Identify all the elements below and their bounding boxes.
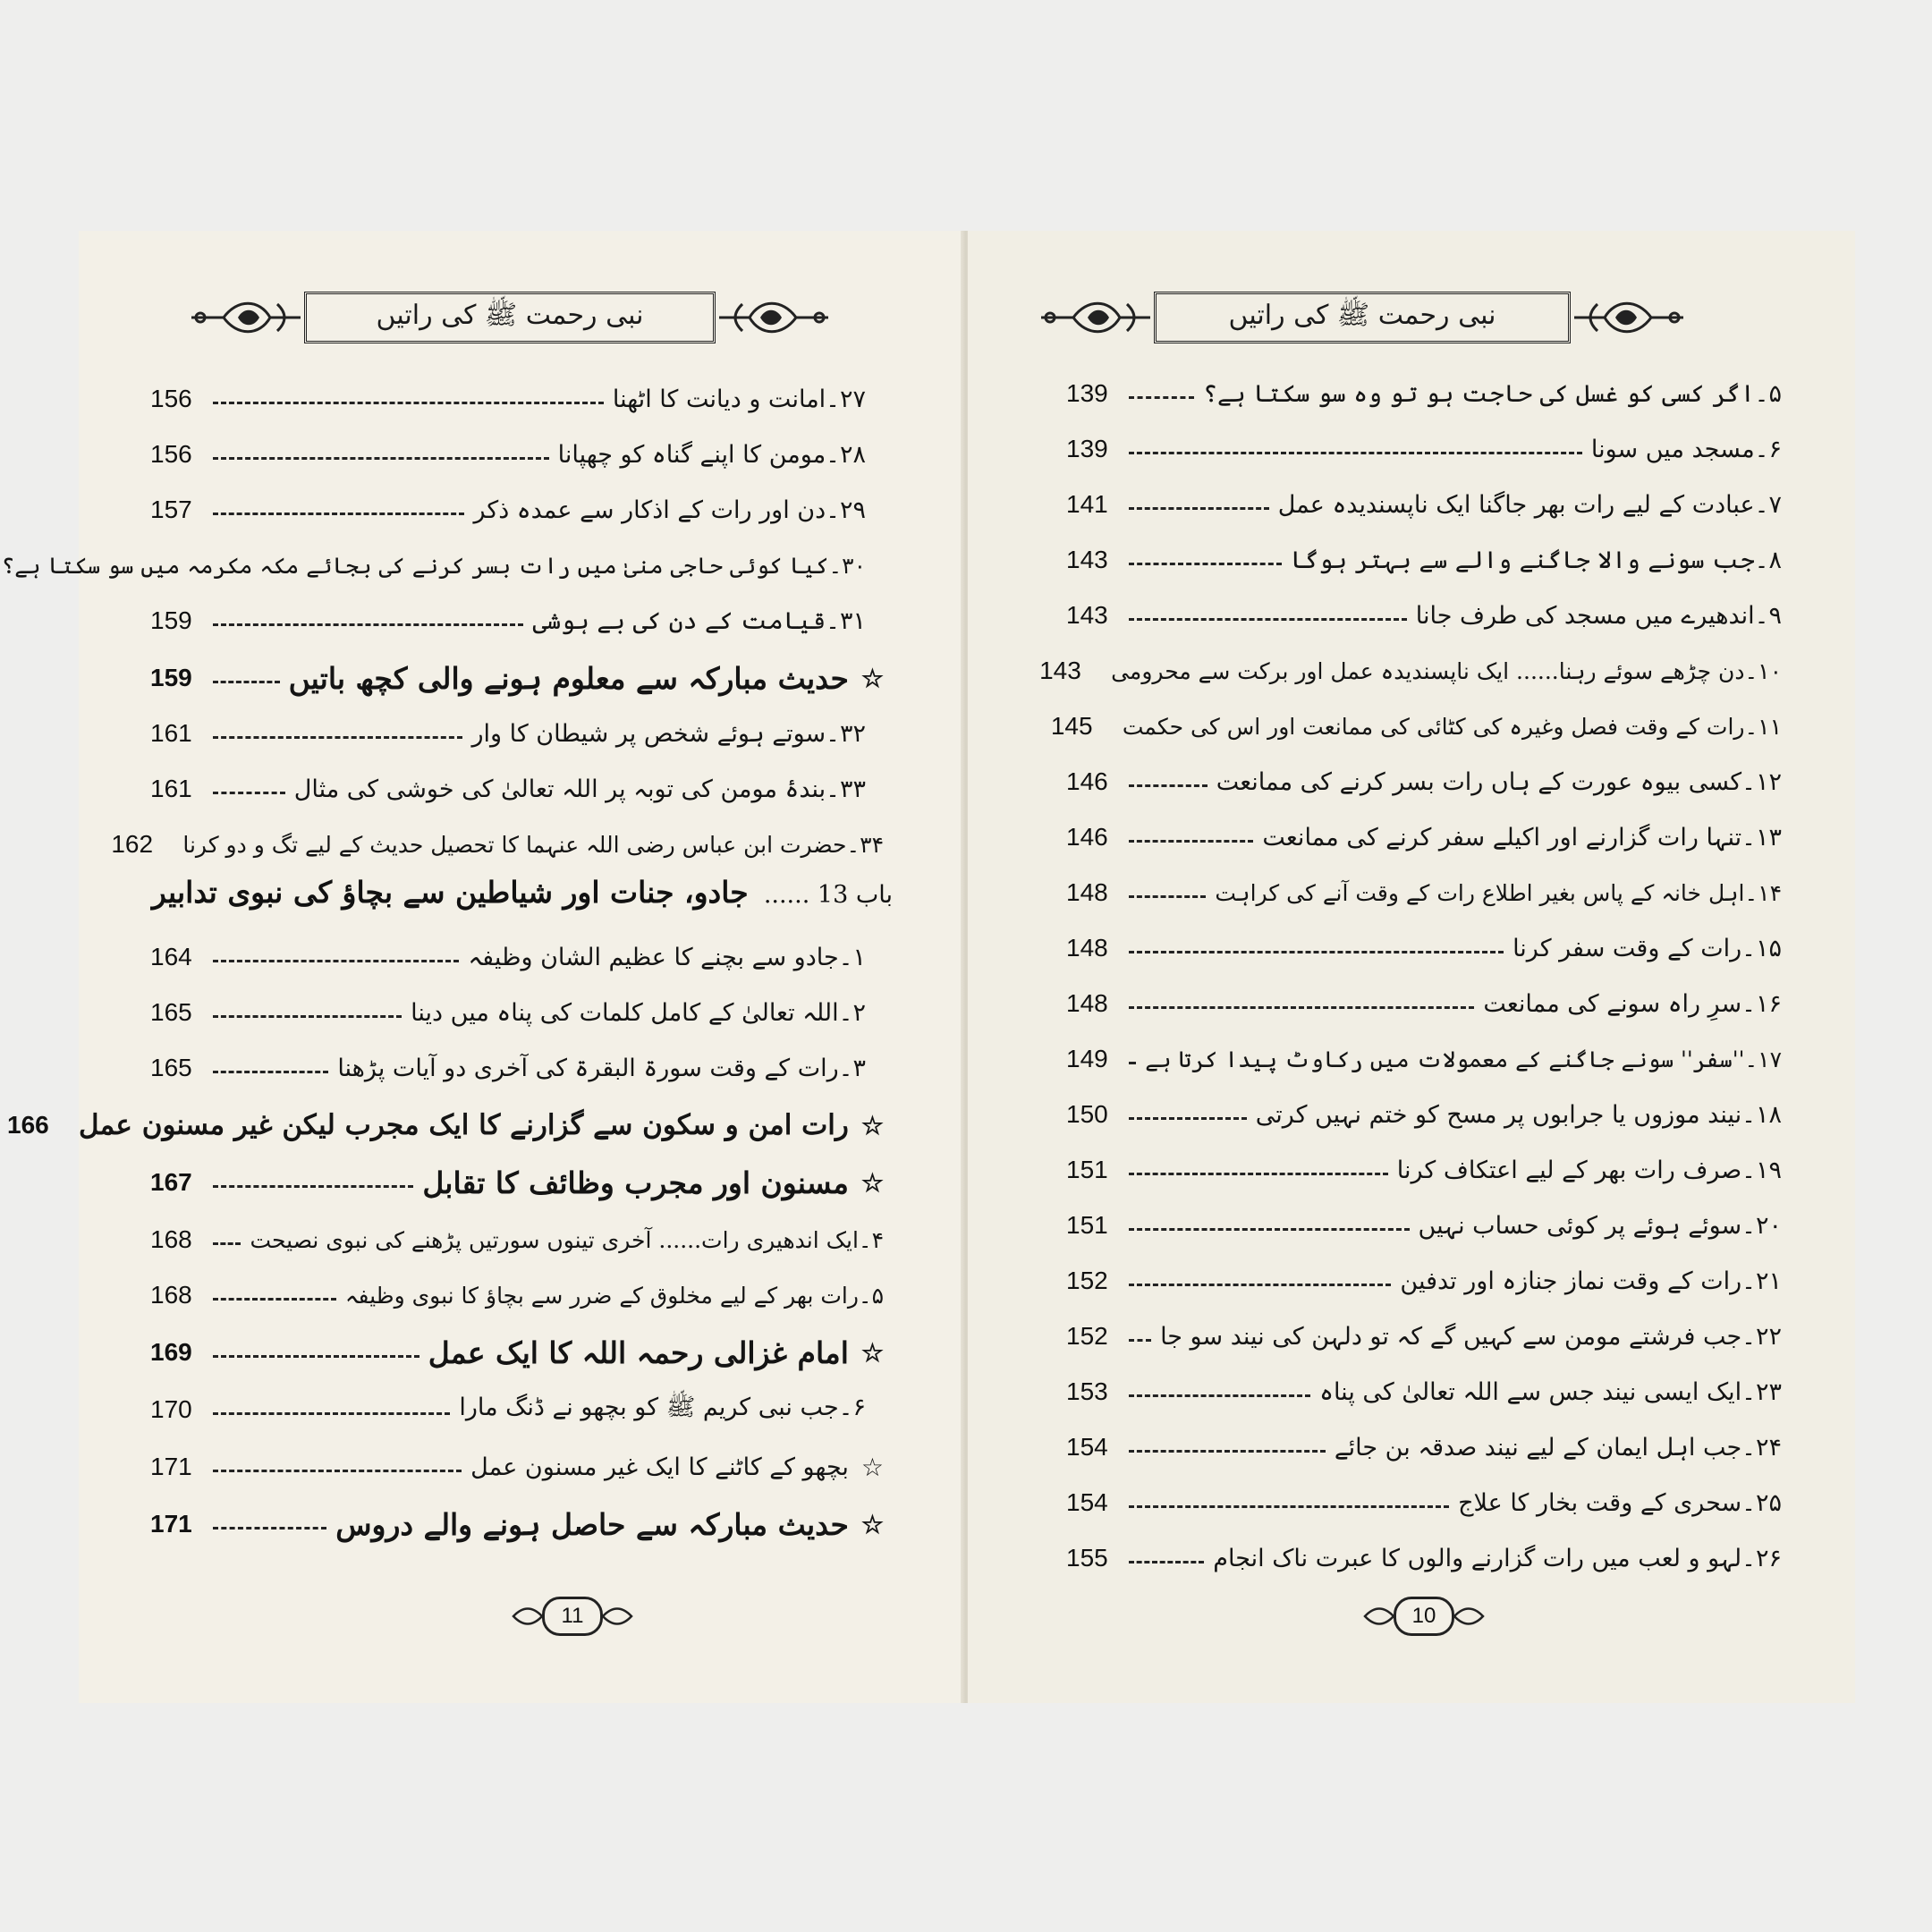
toc-entry-highlight: ☆ حدیث مبارکہ سے حاصل ہونے والے دروس 171: [150, 1506, 884, 1542]
page-number-left: [510, 1594, 635, 1639]
toc-entry: ۳۱۔قیامت کے دن کی بے ہوشی 159: [150, 606, 866, 635]
toc-entry: ۱۴۔اہل خانہ کے پاس بغیر اطلاع رات کے وقت آنے کی کراہت 148: [1066, 878, 1782, 906]
right-ornament-icon: [716, 292, 832, 343]
star-icon: ☆: [860, 1167, 884, 1198]
toc-entry: ۱۹۔صرف رات بھر کے لیے اعتکاف کرنا 151: [1066, 1156, 1782, 1184]
star-icon: ☆: [860, 1452, 884, 1482]
star-icon: ☆: [860, 1337, 884, 1368]
toc-entry: ۲۲۔جب فرشتے مومن سے کہیں گے کہ تو دلہن کی نیند سو جا 152: [1066, 1322, 1782, 1351]
toc-entry-highlight: ☆ مسنون اور مجرب وظائف کا تقابل 167: [150, 1165, 884, 1200]
toc-entry: ۴۔ایک اندھیری رات...... آخری تینوں سورتیں پڑھنے کی نبوی نصیحت 168: [150, 1225, 884, 1253]
toc-entry: ۱۶۔سرِ راہ سونے کی ممانعت 148: [1066, 989, 1782, 1018]
toc-entry: ۷۔عبادت کے لیے رات بھر جاگنا ایک ناپسندیدہ عمل 141: [1066, 490, 1782, 519]
toc-entry: ۵۔اگر کسی کو غسل کی حاجت ہو تو وہ سو سکتا ہے؟ 139: [1066, 379, 1782, 408]
star-icon: ☆: [860, 663, 884, 693]
left-ornament-icon: [188, 292, 304, 343]
toc-entry: ۲۵۔سحری کے وقت بخار کا علاج 154: [1066, 1488, 1782, 1517]
toc-entry: ۲۷۔امانت و دیانت کا اٹھنا 156: [150, 385, 866, 413]
toc-entry: ۹۔اندھیرے میں مسجد کی طرف جانا 143: [1066, 601, 1782, 630]
left-ornament-icon: [1038, 292, 1154, 343]
toc-entry: ۲۴۔جب اہل ایمان کے لیے نیند صدقہ بن جائے 154: [1066, 1433, 1782, 1462]
right-page: [968, 231, 1855, 1703]
chapter-number: باب 13 ......: [763, 881, 893, 909]
page-number-text: 11: [542, 1597, 603, 1636]
right-header-title: نبی رحمت ﷺ کی راتیں: [1154, 292, 1571, 343]
left-page: [1, 231, 964, 1703]
toc-entry: ۲۰۔سوئے ہوئے پر کوئی حساب نہیں 151: [1066, 1211, 1782, 1240]
left-header-title: نبی رحمت ﷺ کی راتیں: [304, 292, 716, 343]
star-icon: ☆: [860, 1110, 884, 1140]
page-number-ornament-icon: [510, 1594, 635, 1639]
right-ornament-icon: [1571, 292, 1687, 343]
star-icon: ☆: [860, 1509, 884, 1539]
toc-entry: ۸۔جب سونے والا جاگنے والے سے بہتر ہوگا 143: [1066, 546, 1782, 574]
toc-entry-highlight: ☆ بچھو کے کاٹنے کا ایک غیر مسنون عمل 171: [150, 1452, 884, 1482]
toc-entry: ۲۱۔رات کے وقت نماز جنازہ اور تدفین 152: [1066, 1267, 1782, 1295]
toc-entry: ۳۳۔بندۂ مومن کی توبہ پر اللہ تعالیٰ کی خوشی کی مثال 161: [150, 775, 866, 803]
toc-entry: ۲۳۔ایک ایسی نیند جس سے اللہ تعالیٰ کی پناہ 153: [1066, 1377, 1782, 1406]
toc-entry: ۲۸۔مومن کا اپنے گناہ کو چھپانا 156: [150, 440, 866, 469]
toc-entry: ۱۔جادو سے بچنے کا عظیم الشان وظیفہ 164: [150, 943, 866, 971]
toc-entry: ۲۹۔دن اور رات کے اذکار سے عمدہ ذکر 157: [150, 496, 866, 524]
toc-entry: ۱۲۔کسی بیوہ عورت کے ہاں رات بسر کرنے کی ممانعت 146: [1066, 767, 1782, 796]
toc-entry: ۶۔جب نبی کریم ﷺ کو بچھو نے ڈنگ مارا 170: [150, 1394, 866, 1423]
toc-entry: ۱۸۔نیند موزوں یا جرابوں پر مسح کو ختم نہیں کرتی 150: [1066, 1100, 1782, 1129]
toc-entry: ۲۔اللہ تعالیٰ کے کامل کلمات کی پناہ میں دینا 165: [150, 998, 866, 1027]
page-number-right: [1361, 1594, 1487, 1639]
toc-entry: ۳۲۔سوتے ہوئے شخص پر شیطان کا وار 161: [150, 719, 866, 748]
page-number-ornament-icon: [1361, 1594, 1487, 1639]
toc-entry: ۱۵۔رات کے وقت سفر کرنا 148: [1066, 934, 1782, 962]
toc-entry: ۶۔مسجد میں سونا 139: [1066, 435, 1782, 463]
toc-entry: ۱۳۔تنہا رات گزارنے اور اکیلے سفر کرنے کی ممانعت 146: [1066, 823, 1782, 852]
toc-entry: ۱۷۔''سفر'' سونے جاگنے کے معمولات میں رکاوٹ پیدا کرتا ہے 149: [1066, 1045, 1782, 1072]
toc-entry-highlight: ☆ رات امن و سکون سے گزارنے کا ایک مجرب لیکن غیر مسنون عمل 166: [7, 1109, 884, 1141]
toc-entry: ۳۴۔حضرت ابن عباس رضی اللہ عنہما کا تحصیل حدیث کے لیے تگ و دو کرنا 162: [111, 830, 884, 858]
toc-entry-highlight: ☆ امام غزالی رحمہ اللہ کا ایک عمل 169: [150, 1335, 884, 1370]
toc-entry: ۱۱۔رات کے وقت فصل وغیرہ کی کٹائی کی ممانعت اور اس کی حکمت 145: [1050, 712, 1782, 740]
right-page-header: [1038, 292, 1687, 343]
chapter-heading: [151, 875, 893, 910]
book-spread: [1, 231, 1855, 1703]
toc-entry: ۲۶۔لہو و لعب میں رات گزارنے والوں کا عبرت ناک انجام 155: [1066, 1544, 1782, 1572]
toc-entry: ۳۔رات کے وقت سورۃ البقرۃ کی آخری دو آیات پڑھنا 165: [150, 1054, 866, 1082]
toc-entry: ۵۔رات بھر کے لیے مخلوق کے ضرر سے بچاؤ کا نبوی وظیفہ 168: [150, 1281, 884, 1309]
toc-entry: ۳۰۔کیا کوئی حاجی منیٰ میں رات بسر کرنے کی بجائے مکہ مکرمہ میں سو سکتا ہے؟: [1, 552, 866, 579]
toc-entry: ۱۰۔دن چڑھے سوئے رہنا...... ایک ناپسندیدہ عمل اور برکت سے محرومی 143: [1039, 657, 1782, 684]
page-number-text: 10: [1394, 1597, 1454, 1636]
chapter-title: جادو، جنات اور شیاطین سے بچاؤ کی نبوی تدابیر: [151, 875, 749, 910]
toc-entry-highlight: ☆ حدیث مبارکہ سے معلوم ہونے والی کچھ باتیں 159: [150, 660, 884, 696]
left-page-header: [188, 292, 832, 343]
